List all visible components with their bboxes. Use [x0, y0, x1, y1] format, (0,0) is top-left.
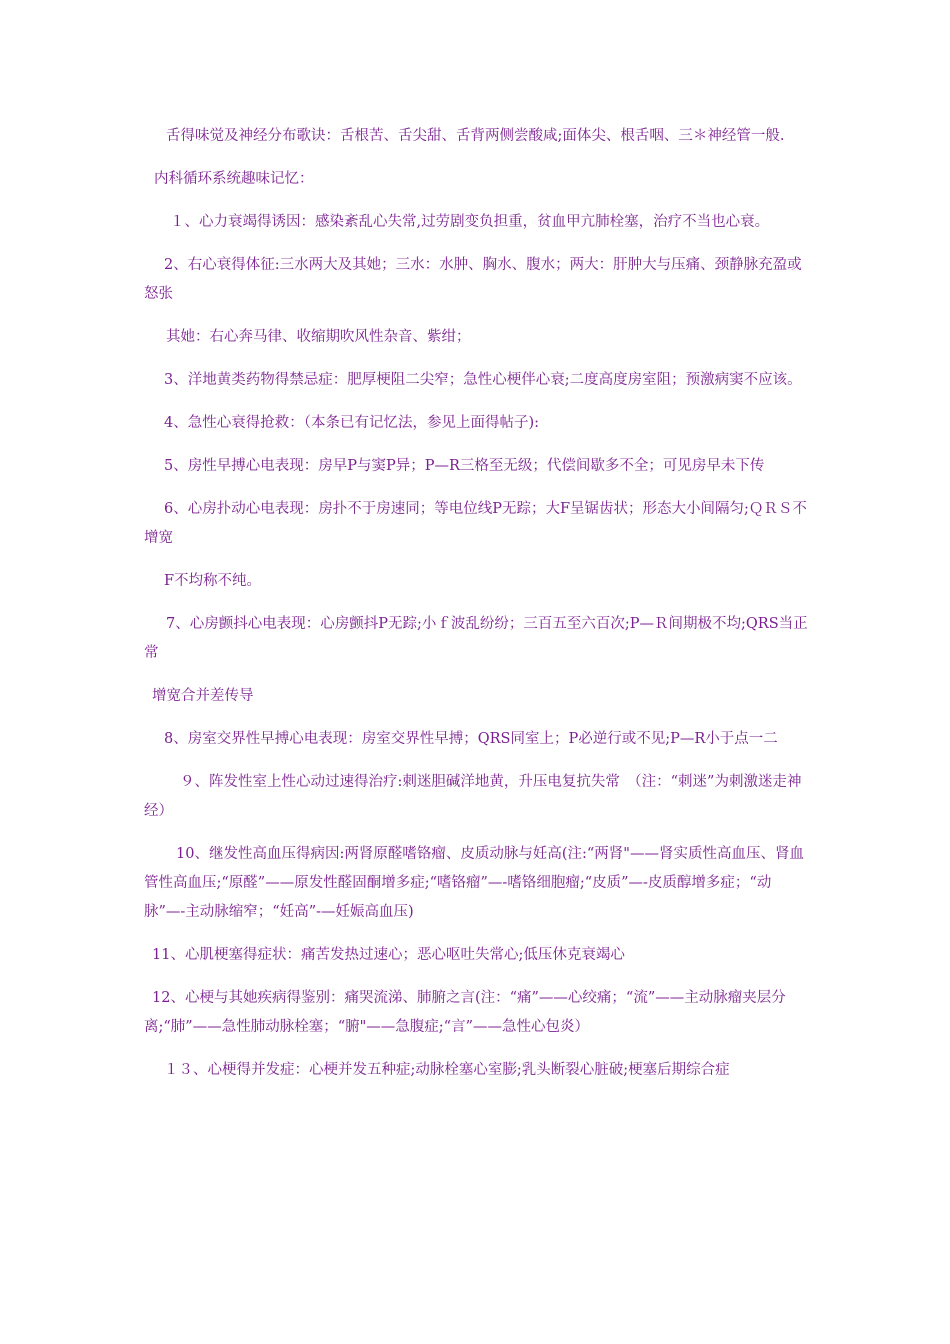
- paragraph-item-7-cont: 增宽合并差传导: [152, 688, 254, 704]
- paragraph-item-6-cont: F不均称不纯。: [164, 573, 262, 589]
- document-body: [144, 122, 812, 1099]
- section-heading-circulatory: 内科循环系统趣味记忆：: [154, 171, 314, 187]
- paragraph-item-2-other: 其她：右心奔马律、收缩期吹风性杂音、紫绀；: [166, 329, 471, 345]
- paragraph-item-7: 7、心房颤抖心电表现：心房颤抖P无踪;小ｆ波乱纷纷；三百五至六百次;P—Ｒ间期极不均;QRS当正常: [144, 616, 808, 661]
- paragraph-item-12: 12、心梗与其她疾病得鉴别：痛哭流涕、肺腑之言(注：“痛”——心绞痛；“流”——主动脉瘤夹层分离;“肺”——急性肺动脉栓塞；“腑"——急腹症;“言”——急性心包炎）: [144, 990, 786, 1035]
- paragraph-item-3: 3、洋地黄类药物得禁忌症：肥厚梗阻二尖窄；急性心梗伴心衰;二度高度房室阻；预激病窦不应该。: [164, 372, 802, 388]
- paragraph-item-4: 4、急性心衰得抢救：（本条已有记忆法，参见上面得帖子):: [164, 415, 540, 431]
- paragraph-item-2: 2、右心衰得体征:三水两大及其她；三水：水肿、胸水、腹水；两大：肝肿大与压痛、颈静脉充盈或怒张: [144, 257, 802, 302]
- paragraph-item-1: １、心力衰竭得诱因：感染紊乱心失常,过劳剧变负担重，贫血甲亢肺栓塞，治疗不当也心衰。: [170, 214, 770, 230]
- paragraph-item-13: １３、心梗得并发症：心梗并发五种症;动脉栓塞心室膨;乳头断裂心脏破;梗塞后期综合症: [164, 1062, 730, 1078]
- paragraph-item-10: 10、继发性高血压得病因:两肾原醛嗜铬瘤、皮质动脉与妊高(注:“两肾"——肾实质性高血压、肾血管性高血压;“原醛”——原发性醛固酮增多症;“嗜铬瘤”—-嗜铬细胞瘤;“皮质”—-皮质醇增多症；“动脉”—-主动脉缩窄；“妊高”-—妊娠高血压): [144, 846, 804, 920]
- paragraph-item-6: 6、心房扑动心电表现：房扑不于房速同；等电位线P无踪；大F呈锯齿状；形态大小间隔匀;ＱＲＳ不增宽: [144, 501, 807, 546]
- paragraph-item-11: 11、心肌梗塞得症状：痛苦发热过速心；恶心呕吐失常心;低压休克衰竭心: [152, 947, 625, 963]
- paragraph-item-9: ９、阵发性室上性心动过速得治疗:刺迷胆碱洋地黄，升压电复抗失常 （注：“刺迷”为刺激迷走神经）: [144, 774, 802, 819]
- paragraph-item-8: 8、房室交界性早搏心电表现：房室交界性早搏；QRS同室上；P必逆行或不见;P—R小于点一二: [164, 731, 778, 747]
- paragraph-tongue-taste: 舌得味觉及神经分布歌诀：舌根苦、舌尖甜、舌背两侧尝酸咸;面体尖、根舌咽、三＊神经管一般.: [166, 128, 785, 144]
- paragraph-item-5: 5、房性早搏心电表现：房早P与窦P异；P—R三格至无级；代偿间歇多不全；可见房早未下传: [164, 458, 765, 474]
